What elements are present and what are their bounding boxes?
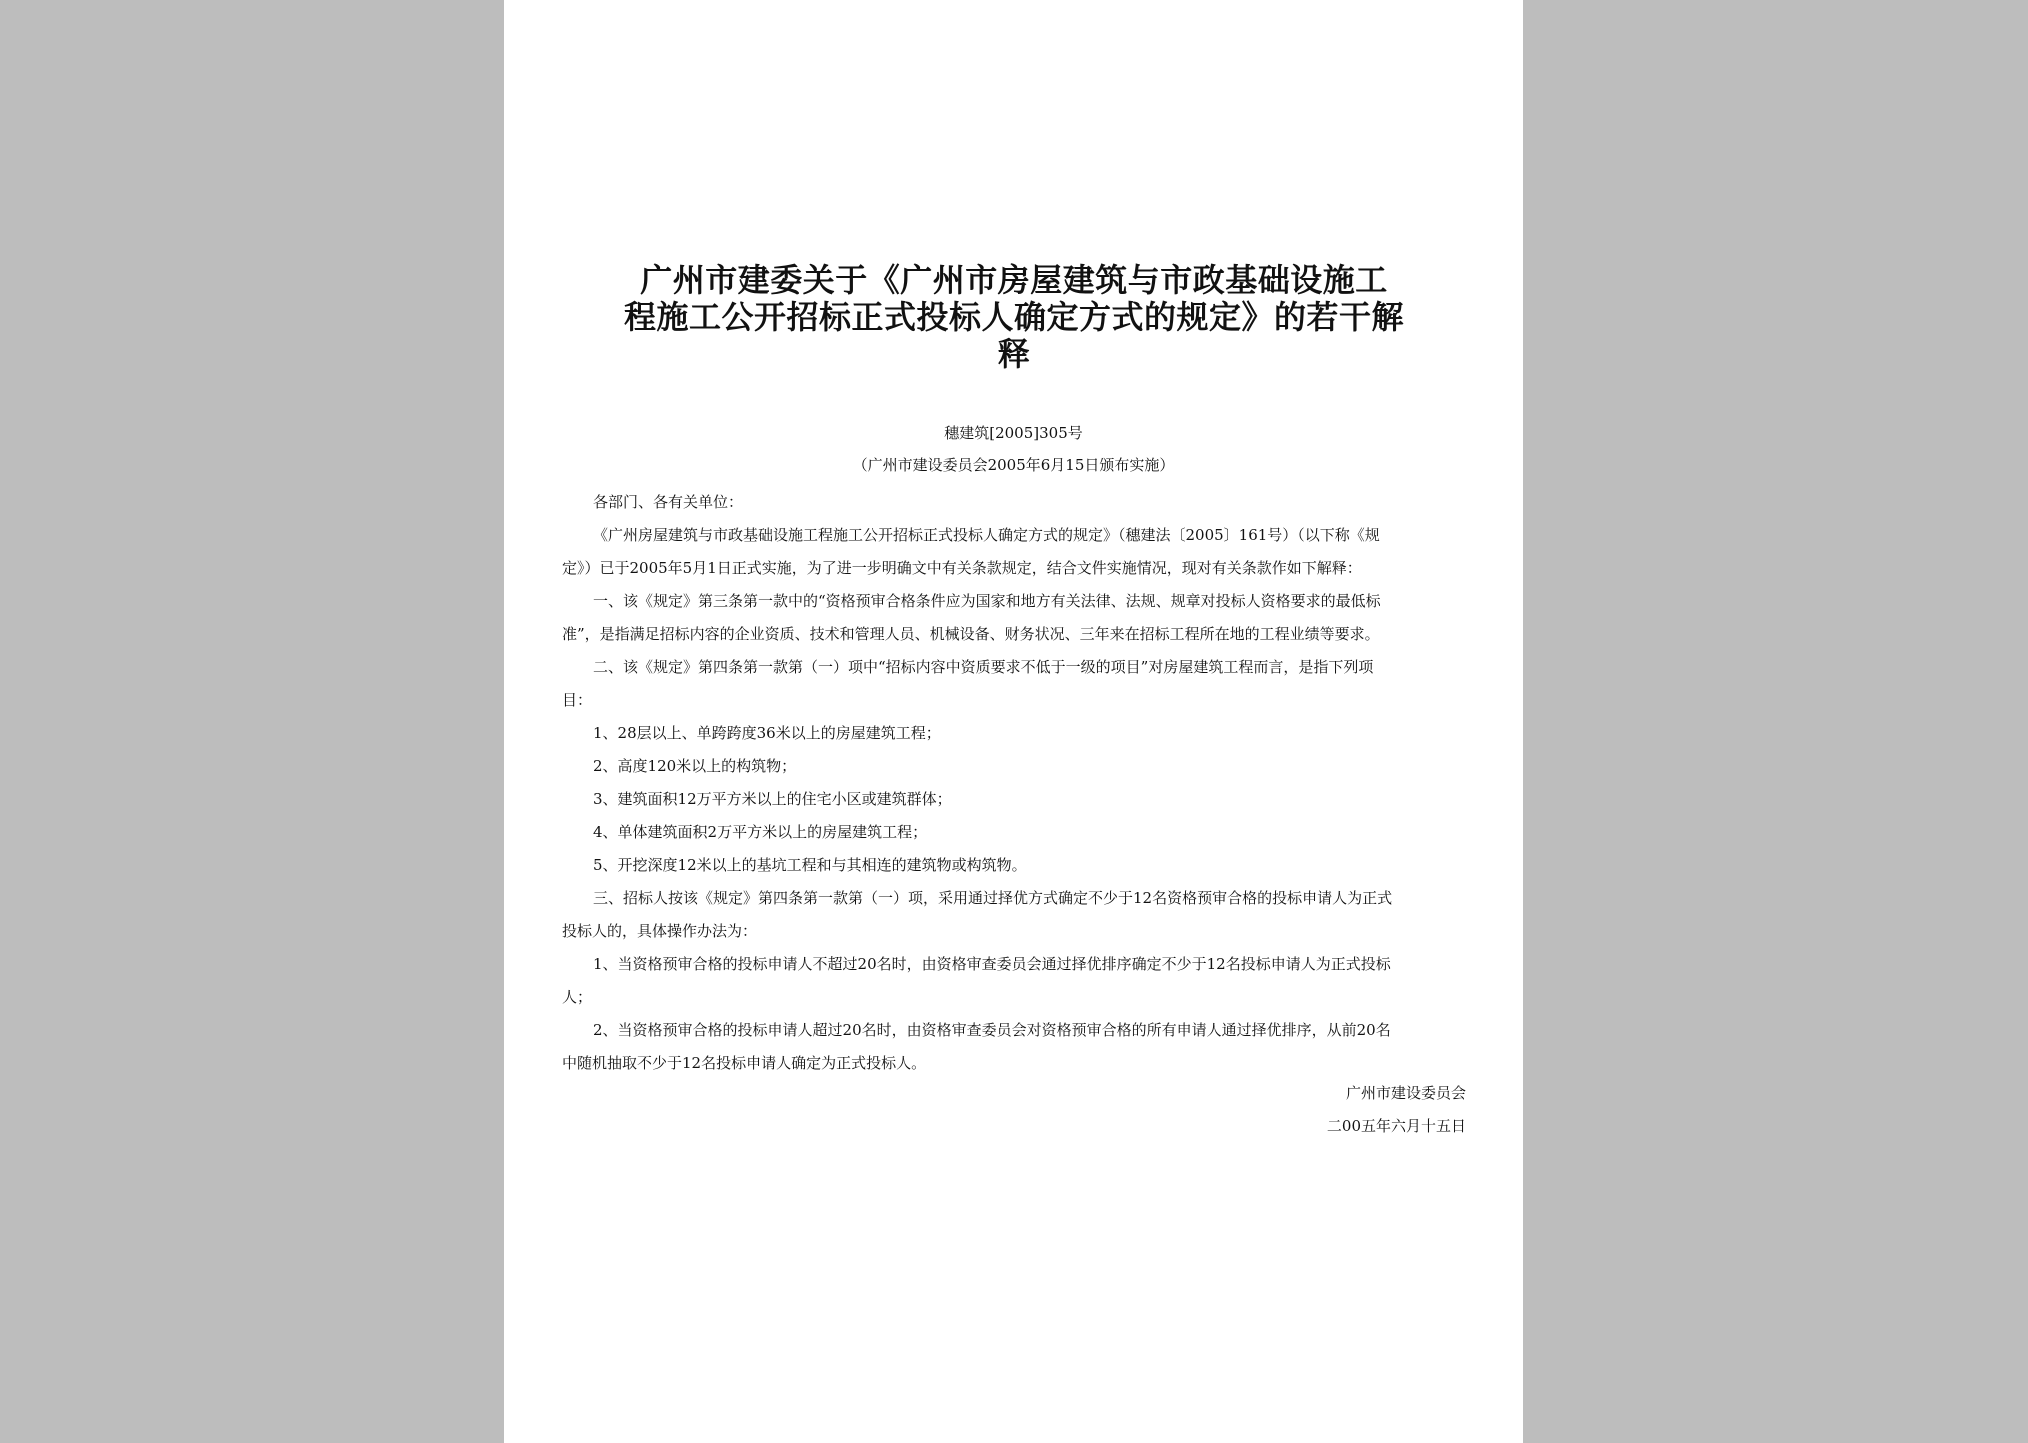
list-item: 2、高度120米以上的构筑物； (593, 757, 797, 775)
body-line: 投标人的，具体操作办法为： (562, 922, 758, 940)
list-item: 4、单体建筑面积2万平方米以上的房屋建筑工程； (593, 823, 928, 841)
body-line: 人； (562, 988, 593, 1006)
body-line: 中随机抽取不少于12名投标申请人确定为正式投标人。 (562, 1054, 927, 1072)
body-line: 目： (562, 691, 593, 709)
body-line: 一、该《规定》第三条第一款中的“资格预审合格条件应为国家和地方有关法律、法规、规章对投标人资格要求的最低标 (593, 592, 1381, 610)
body-line: 《广州房屋建筑与市政基础设施工程施工公开招标正式投标人确定方式的规定》（穗建法〔2005〕161号）（以下称《规 (593, 526, 1380, 544)
list-item: 1、28层以上、单跨跨度36米以上的房屋建筑工程； (593, 724, 941, 742)
document-number: 穗建筑[2005]305号 (944, 424, 1083, 442)
list-item: 1、当资格预审合格的投标申请人不超过20名时，由资格审查委员会通过择优排序确定不少于12名投标申请人为正式投标 (593, 955, 1391, 973)
document-page (504, 0, 1523, 1443)
document-body (562, 486, 1474, 1080)
list-item: 5、开挖深度12米以上的基坑工程和与其相连的建筑物或构筑物。 (593, 856, 1027, 874)
list-item: 2、当资格预审合格的投标申请人超过20名时，由资格审查委员会对资格预审合格的所有申请人通过择优排序，从前20名 (593, 1021, 1391, 1039)
issuer-name: 广州市建设委员会 (1345, 1084, 1466, 1102)
signature-block (1327, 1077, 1466, 1143)
title-line: 程施工公开招标正式投标人确定方式的规定》的若干解 (623, 298, 1404, 336)
title-line: 广州市建委关于《广州市房屋建筑与市政基础设施工 (640, 261, 1388, 299)
body-line: 二、该《规定》第四条第一款第（一）项中“招标内容中资质要求不低于一级的项目”对房屋建筑工程而言，是指下列项 (593, 658, 1374, 676)
body-line: 准”，是指满足招标内容的企业资质、技术和管理人员、机械设备、财务状况、三年来在招标工程所在地的工程业绩等要求。 (562, 625, 1380, 643)
issue-date: 二00五年六月十五日 (1326, 1117, 1466, 1135)
promulgation-note: （广州市建设委员会2005年6月15日颁布实施） (852, 456, 1175, 474)
title-line: 释 (997, 335, 1031, 373)
document-title (564, 262, 1464, 373)
body-line: 三、招标人按该《规定》第四条第一款第（一）项，采用通过择优方式确定不少于12名资格预审合格的投标申请人为正式 (593, 889, 1393, 907)
body-line: 定》）已于2005年5月1日正式实施，为了进一步明确文中有关条款规定，结合文件实施情况，现对有关条款作如下解释： (562, 559, 1362, 577)
addressee: 各部门、各有关单位： (593, 493, 744, 511)
list-item: 3、建筑面积12万平方米以上的住宅小区或建筑群体； (593, 790, 952, 808)
